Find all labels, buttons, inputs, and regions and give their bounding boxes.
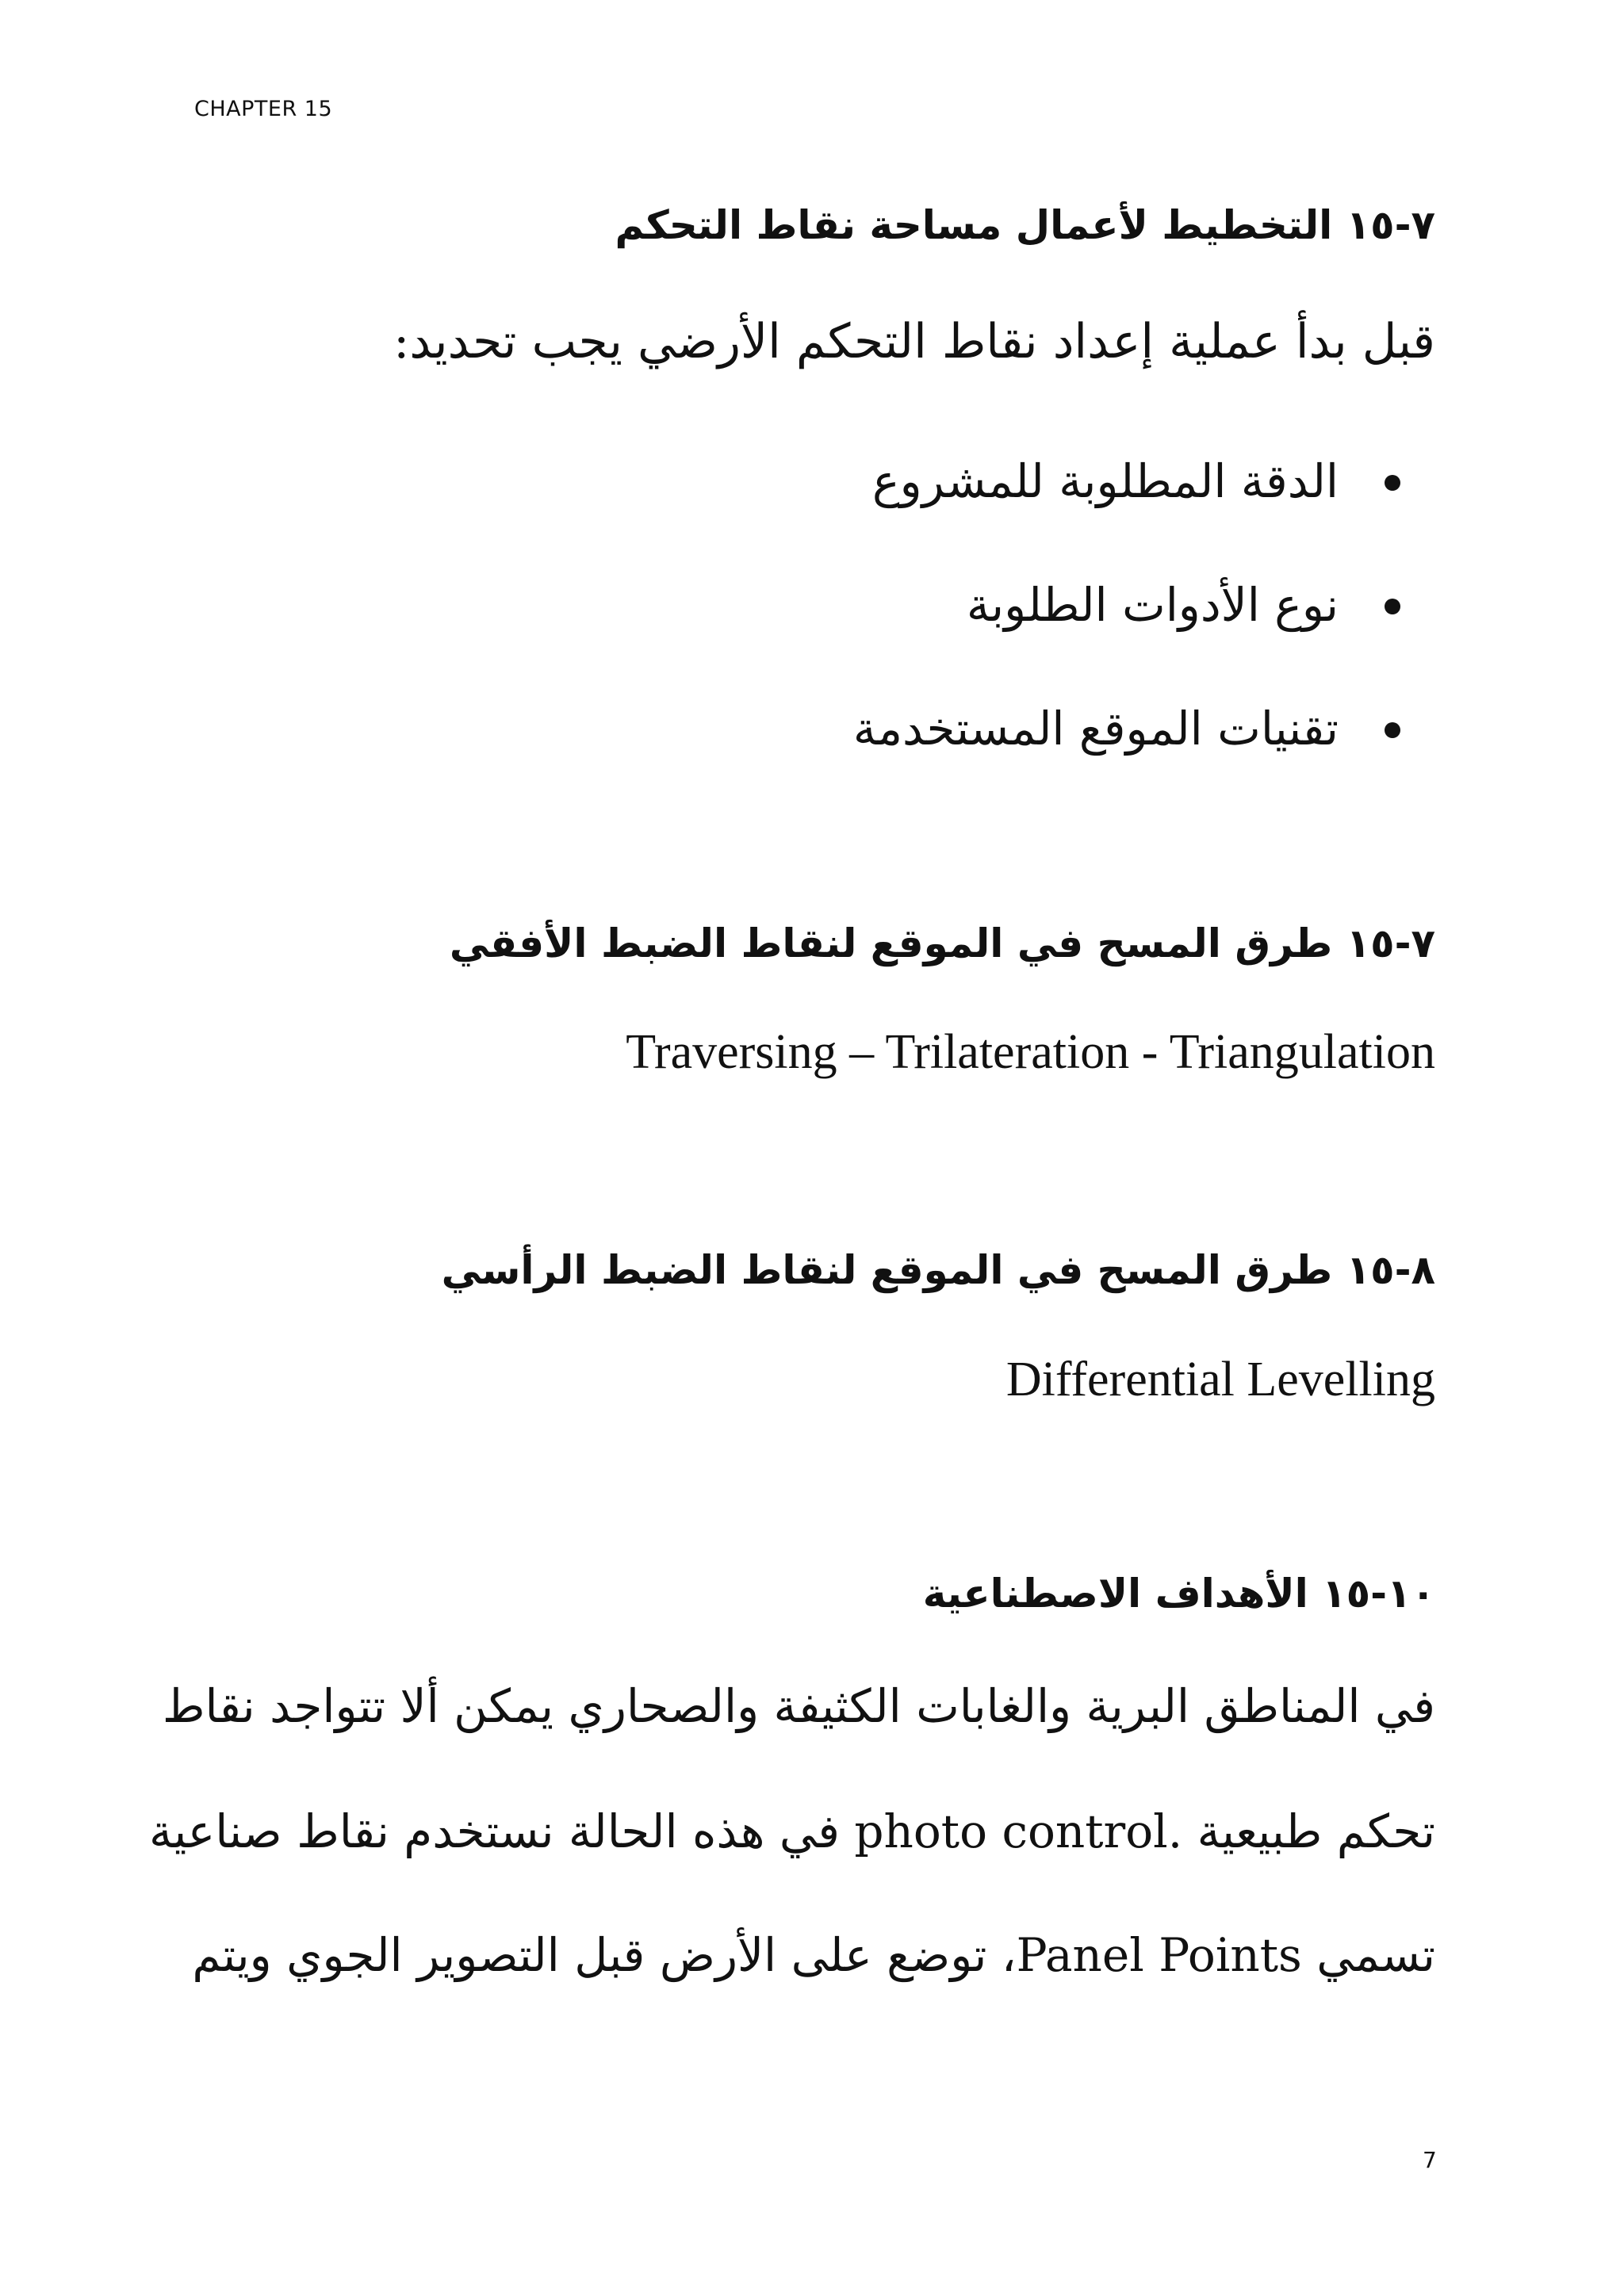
running-head: CHAPTER 15 — [194, 97, 333, 121]
page-number: 7 — [1423, 2147, 1437, 2173]
list-item-text: نوع الأدوات الطلوبة — [966, 578, 1339, 632]
paragraph-line: تسمي Panel Points، توضع على الأرض قبل التصوير الجوي ويتم — [192, 1928, 1435, 1982]
bullet-icon — [1385, 599, 1400, 614]
bullet-icon — [1385, 475, 1400, 491]
horizontal-methods-text: Traversing – Trilateration - Triangulation — [626, 1025, 1435, 1079]
list-item-text: تقنيات الموقع المستخدمة — [852, 702, 1339, 756]
section-heading-horizontal-control: ٧-١٥ طرق المسح في الموقع لنقاط الضبط الأفقي — [449, 920, 1435, 966]
paragraph-line: في المناطق البرية والغابات الكثيفة والصحاري يمكن ألا تتواجد نقاط — [162, 1679, 1435, 1733]
bullet-icon — [1385, 722, 1400, 738]
requirements-list — [853, 454, 1339, 825]
vertical-methods-text: Differential Levelling — [1005, 1353, 1435, 1406]
paragraph-line: تحكم طبيعية .photo control في هذه الحالة نستخدم نقاط صناعية — [149, 1804, 1435, 1858]
list-item — [853, 702, 1339, 825]
section-heading-vertical-control: ٨-١٥ طرق المسح في الموقع لنقاط الضبط الرأسي — [441, 1247, 1435, 1293]
list-item — [853, 454, 1339, 578]
list-item-text: الدقة المطلوبة للمشروع — [872, 454, 1339, 508]
list-item — [853, 578, 1339, 702]
section-intro: قبل بدأ عملية إعداد نقاط التحكم الأرضي يجب تحديد: — [393, 314, 1435, 369]
section-heading-planning: ٧-١٥ التخطيط لأعمال مساحة نقاط التحكم — [615, 202, 1435, 248]
section-heading-artificial-targets: ١٠-١٥ الأهداف الاصطناعية — [922, 1571, 1435, 1617]
